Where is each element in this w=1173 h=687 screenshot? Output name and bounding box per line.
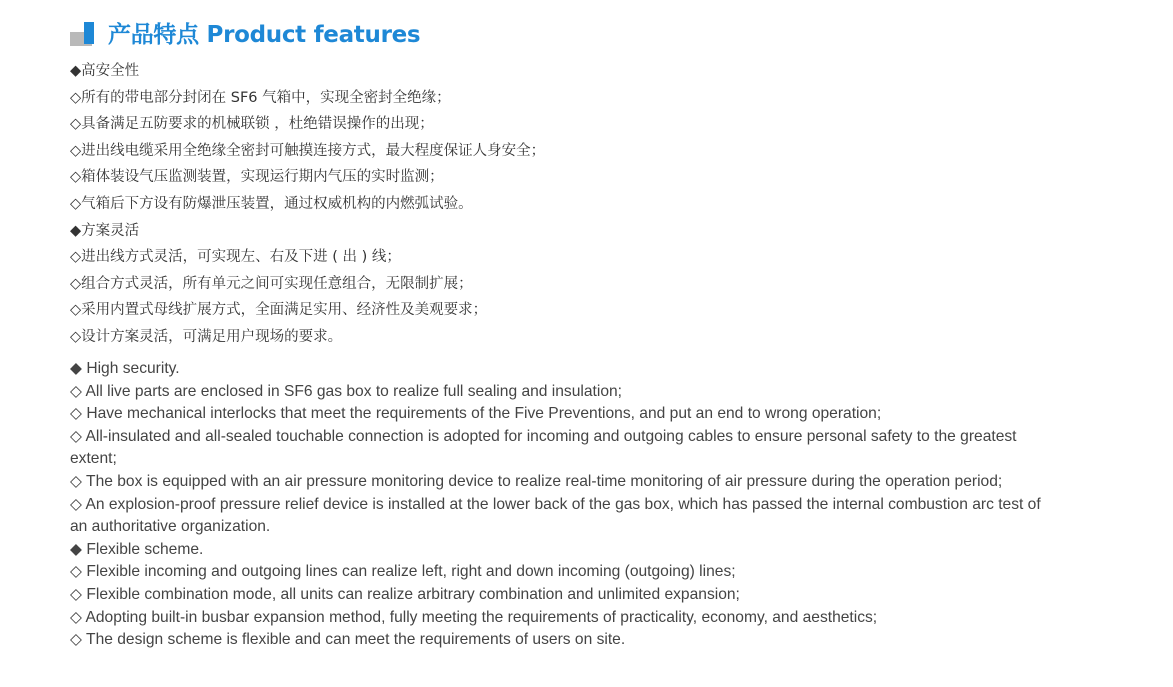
feature-heading-cn: ◆高安全性	[70, 63, 140, 79]
feature-item-en: ◇ The design scheme is flexible and can meet the requirements of users on site.	[70, 631, 626, 649]
feature-heading-cn: ◆方案灵活	[70, 222, 140, 239]
feature-item-en: ◇ Flexible combination mode, all units can realize arbitrary combination and unlimited expansion;	[70, 585, 740, 603]
feature-item-cn: ◇设计方案灵活，可满足用户现场的要求。	[70, 328, 343, 345]
feature-item-cn: ◇具备满足五防要求的机械联锁 ，杜绝错误操作的出现；	[70, 116, 434, 133]
feature-item-en: ◇ All live parts are enclosed in SF6 gas box to realize full sealing and insulation;	[70, 382, 623, 400]
feature-item-cn: ◇采用内置式母线扩展方式，全面满足实用、经济性及美观要求；	[70, 302, 488, 319]
section-square-icon	[70, 18, 98, 46]
section-header	[70, 14, 420, 50]
feature-heading-en: ◆ High security.	[70, 360, 180, 377]
feature-item-cn: ◇组合方式灵活，所有单元之间可实现任意组合，无限制扩展；	[70, 275, 473, 292]
section-title: 产品特点 Product features	[108, 21, 421, 48]
feature-item-cn: ◇所有的带电部分封闭在 SF6 气箱中，实现全密封全绝缘；	[70, 89, 451, 106]
feature-item-en: ◇ The box is equipped with an air pressure monitoring device to realize real-time monitoring of air pressure during the operation period;	[70, 472, 1003, 490]
feature-item-en: ◇ Flexible incoming and outgoing lines can realize left, right and down incoming (outgoing) lines;	[70, 563, 736, 581]
feature-item-en: ◇ All-insulated and all-sealed touchable connection is adopted for incoming and outgoing cables to ensure personal safety to the greatest extent;	[70, 427, 1017, 468]
feature-item-en: ◇ Adopting built-in busbar expansion method, fully meeting the requirements of practicality, economy, and aesthetics;	[70, 608, 878, 626]
feature-item-cn: ◇箱体装设气压监测装置，实现运行期内气压的实时监测；	[70, 169, 444, 186]
feature-item-cn: ◇进出线方式灵活，可实现左、右及下进 ( 出 ) 线；	[70, 249, 401, 266]
english-feature-list	[70, 358, 1060, 652]
feature-item-cn: ◇进出线电缆采用全绝缘全密封可触摸连接方式，最大程度保证人身安全；	[70, 142, 546, 159]
feature-heading-en: ◆ Flexible scheme.	[70, 540, 204, 558]
feature-item-en: ◇ An explosion-proof pressure relief device is installed at the lower back of the gas box, which has passed the internal combustion arc test of an authoritative organization.	[70, 495, 1041, 536]
feature-item-en: ◇ Have mechanical interlocks that meet the requirements of the Five Preventions, and put an end to wrong operation;	[70, 405, 882, 423]
feature-item-cn: ◇气箱后下方设有防爆泄压装置，通过权威机构的内燃弧试验。	[70, 195, 473, 212]
chinese-feature-list	[70, 58, 1070, 351]
